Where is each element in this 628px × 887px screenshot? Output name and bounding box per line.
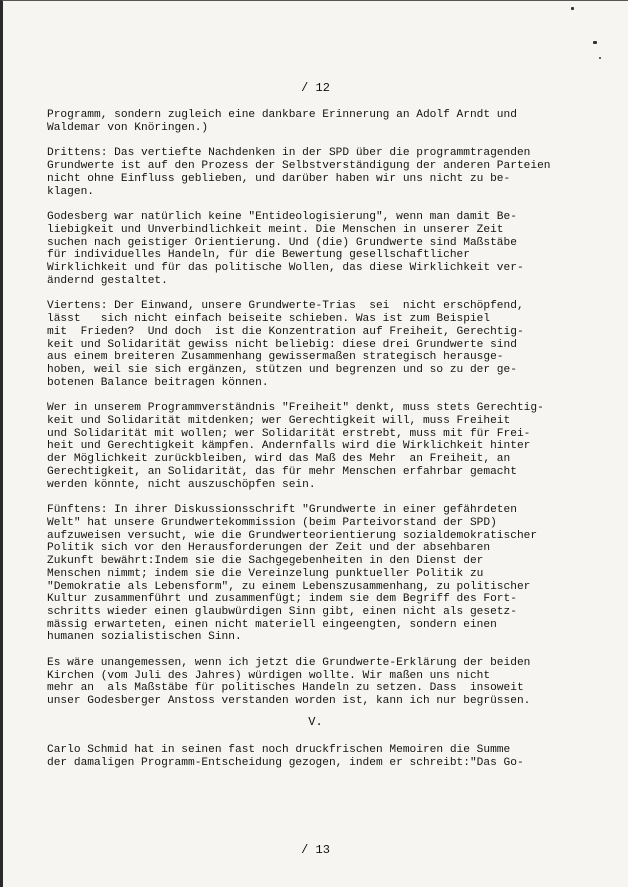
- text-line: Programm, sondern zugleich eine dankbare Erinnerung an Adolf Arndt und: [47, 109, 517, 121]
- text-line: und Solidarität mit wollen; wer Solidarität erstrebt, muss mit für Frei-: [47, 427, 531, 440]
- text-line: Gerechtigkeit, an Solidarität, das für mehr Menschen erfahrbar gemacht: [47, 465, 517, 478]
- text-line: Waldemar von Knöringen.): [47, 121, 209, 134]
- text-line: botenen Balance beitragen können.: [47, 376, 269, 389]
- text-line: "Demokratie als Lebensform", zu einem Lebenszusammenhang, zu politischer: [47, 580, 531, 593]
- text-line: suchen nach geistiger Orientierung. Und (die) Grundwerte sind Maßstäbe: [47, 236, 517, 249]
- paragraph: [47, 657, 607, 708]
- text-line: schritts wieder einen glaubwürdigen Sinn gibt, einen nicht als gesetz-: [47, 605, 517, 618]
- text-line: Zukunft bewährt:Indem sie die Sachgegebenheiten in den Dienst der: [47, 555, 484, 568]
- text-line: mehr an als Maßstäbe für politisches Handeln zu setzen. Dass insoweit: [47, 682, 524, 695]
- paragraph: [47, 300, 607, 389]
- paragraph: [47, 402, 607, 491]
- text-line: Viertens: Der Einwand, unsere Grundwerte-Trias sei nicht erschöpfend,: [47, 300, 524, 313]
- text-line: für individuelles Handeln, für die Bewertung gesellschaftlicher: [47, 249, 470, 262]
- text-line: Es wäre unangemessen, wenn ich jetzt die Grundwerte-Erklärung der beiden: [47, 657, 531, 670]
- final-paragraph: [47, 744, 607, 769]
- text-line: aufzuweisen versucht, wie die Grundwerteorientierung sozialdemokratischer: [47, 529, 538, 542]
- text-line: Kirchen (vom Juli des Jahres) würdigen wollte. Wir maßen uns nicht: [47, 669, 491, 682]
- text-line: mit Frieden? Und doch ist die Konzentration auf Freiheit, Gerechtig-: [47, 325, 524, 338]
- text-line: der damaligen Programm-Entscheidung gezogen, indem er schreibt:"Das Go-: [47, 756, 524, 769]
- text-line: klagen.: [47, 185, 94, 198]
- text-line: hoben, weil sie sich ergänzen, stützen und begrenzen und so zu der ge-: [47, 363, 517, 376]
- next-page-reference: / 13: [301, 843, 330, 857]
- text-line: Godesberg war natürlich keine "Entideologisierung", wenn man damit Be-: [47, 211, 517, 224]
- text-line: mässig erwarteten, einen nicht materiell eingeengten, sondern einen: [47, 618, 497, 631]
- text-line: keit und Solidarität gewiss nicht beliebig: diese drei Grundwerte sind: [47, 338, 517, 351]
- paragraph: [47, 109, 607, 134]
- paragraph: [47, 504, 607, 644]
- text-line: Politik sich vor den Herausforderungen der Zeit und der absehbaren: [47, 542, 491, 555]
- text-line: Welt" hat unsere Grundwertekommission (beim Parteivorstand der SPD): [47, 516, 497, 529]
- text-line: keit und Solidarität mitdenken; wer Gerechtigkeit will, muss Freiheit: [47, 415, 511, 428]
- section-heading: V.: [308, 715, 323, 729]
- paragraph: [47, 211, 607, 287]
- paragraph: [47, 147, 607, 198]
- text-line: heit und Gerechtigkeit kämpfen. Andernfalls wird die Wirklichkeit hinter: [47, 440, 531, 453]
- text-line: liebigkeit und Unverbindlichkeit meint. Die Menschen in unserer Zeit: [47, 223, 504, 236]
- text-line: Fünftens: In ihrer Diskussionsschrift "Grundwerte in einer gefährdeten: [47, 504, 517, 517]
- text-line: Menschen nimmt; indem sie die Vereinzelung punktueller Politik zu: [47, 567, 484, 580]
- page-number: / 12: [301, 81, 330, 95]
- scan-speck: [599, 57, 601, 59]
- text-line: Grundwerte ist auf den Prozess der Selbstverständigung der anderen Parteien: [47, 160, 551, 173]
- text-line: aus einem breiteren Zusammenhang gewissermaßen strategisch herausge-: [47, 351, 504, 364]
- text-line: Wirklichkeit und für das politische Wollen, das diese Wirklichkeit ver-: [47, 262, 524, 275]
- text-line: Kultur zusammenführt und zusammenfügt; indem sie dem Begriff des Fort-: [47, 593, 517, 606]
- text-line: nicht ohne Einfluss geblieben, und darüber haben wir uns nicht zu be-: [47, 172, 511, 185]
- text-line: Wer in unserem Programmverständnis "Freiheit" denkt, muss stets Gerechtig-: [47, 402, 544, 415]
- text-line: ändernd gestaltet.: [47, 274, 168, 287]
- text-line: unser Godesberger Anstoss verstanden worden ist, kann ich nur begrüssen.: [47, 695, 531, 708]
- text-line: Drittens: Das vertiefte Nachdenken in der SPD über die programmtragenden: [47, 147, 531, 160]
- text-line: humanen sozialistischen Sinn.: [47, 631, 242, 644]
- text-line: Carlo Schmid hat in seinen fast noch druckfrischen Memoiren die Summe: [47, 744, 511, 756]
- text-line: lässt sich nicht einfach beiseite schieben. Was ist zum Beispiel: [47, 313, 491, 326]
- text-line: werden könnte, nicht auszuschöpfen sein.: [47, 478, 316, 491]
- scan-speck: [593, 41, 597, 44]
- scan-speck: [571, 7, 574, 10]
- text-line: der Möglichkeit zurückbleiben, wird das Maß des Mehr an Freiheit, an: [47, 453, 511, 466]
- document-body: [47, 109, 607, 721]
